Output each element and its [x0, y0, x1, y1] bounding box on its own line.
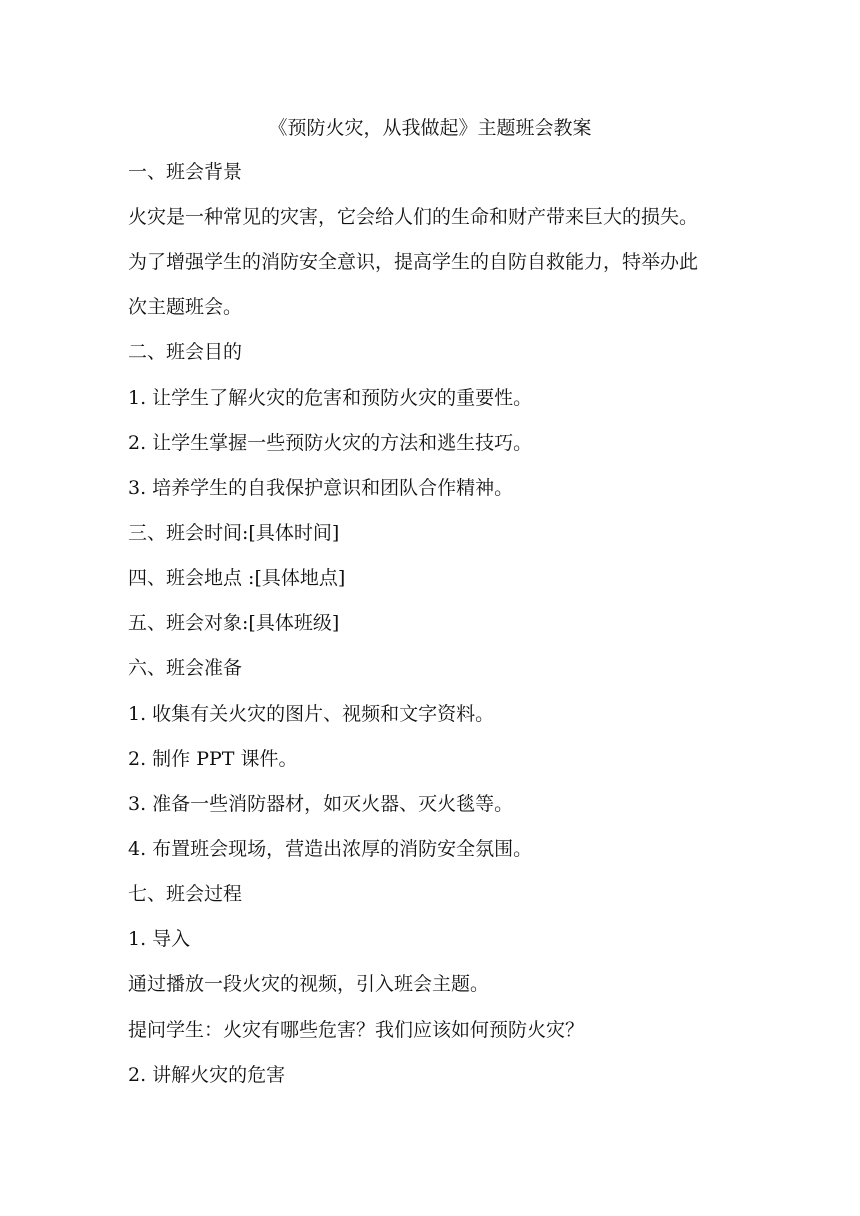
preparation-item-2: 2. 制作 PPT 课件。 [128, 748, 298, 770]
process-paragraph-line-1: 通过播放一段火灾的视频，引入班会主题。 [128, 973, 490, 995]
section-audience: 五、班会对象:[具体班级] [128, 612, 340, 634]
preparation-item-3: 3. 准备一些消防器材，如灭火器、灭火毯等。 [128, 793, 514, 815]
background-paragraph-line-1: 火灾是一种常见的灾害，它会给人们的生命和财产带来巨大的损失。 [128, 206, 699, 228]
section-heading-background: 一、班会背景 [128, 161, 243, 183]
section-heading-goals: 二、班会目的 [128, 341, 243, 363]
section-location: 四、班会地点 :[具体地点] [128, 567, 346, 589]
section-heading-preparation: 六、班会准备 [128, 657, 243, 679]
document-title: 《预防火灾，从我做起》主题班会教案 [268, 117, 592, 139]
section-time: 三、班会时间:[具体时间] [128, 522, 340, 544]
process-subheading-intro: 1. 导入 [128, 928, 191, 950]
background-paragraph-line-2: 为了增强学生的消防安全意识，提高学生的自防自救能力，特举办此 [128, 251, 699, 273]
process-paragraph-line-2: 提问学生：火灾有哪些危害？我们应该如何预防火灾？ [128, 1019, 585, 1041]
goal-item-1: 1. 让学生了解火灾的危害和预防火灾的重要性。 [128, 387, 533, 409]
process-subheading-hazards: 2. 讲解火灾的危害 [128, 1064, 286, 1086]
preparation-item-4: 4. 布置班会现场，营造出浓厚的消防安全氛围。 [128, 838, 533, 860]
section-heading-process: 七、班会过程 [128, 883, 243, 905]
background-paragraph-line-3: 次主题班会。 [128, 296, 243, 318]
goal-item-3: 3. 培养学生的自我保护意识和团队合作精神。 [128, 477, 514, 499]
preparation-item-1: 1. 收集有关火灾的图片、视频和文字资料。 [128, 703, 495, 725]
goal-item-2: 2. 让学生掌握一些预防火灾的方法和逃生技巧。 [128, 432, 533, 454]
